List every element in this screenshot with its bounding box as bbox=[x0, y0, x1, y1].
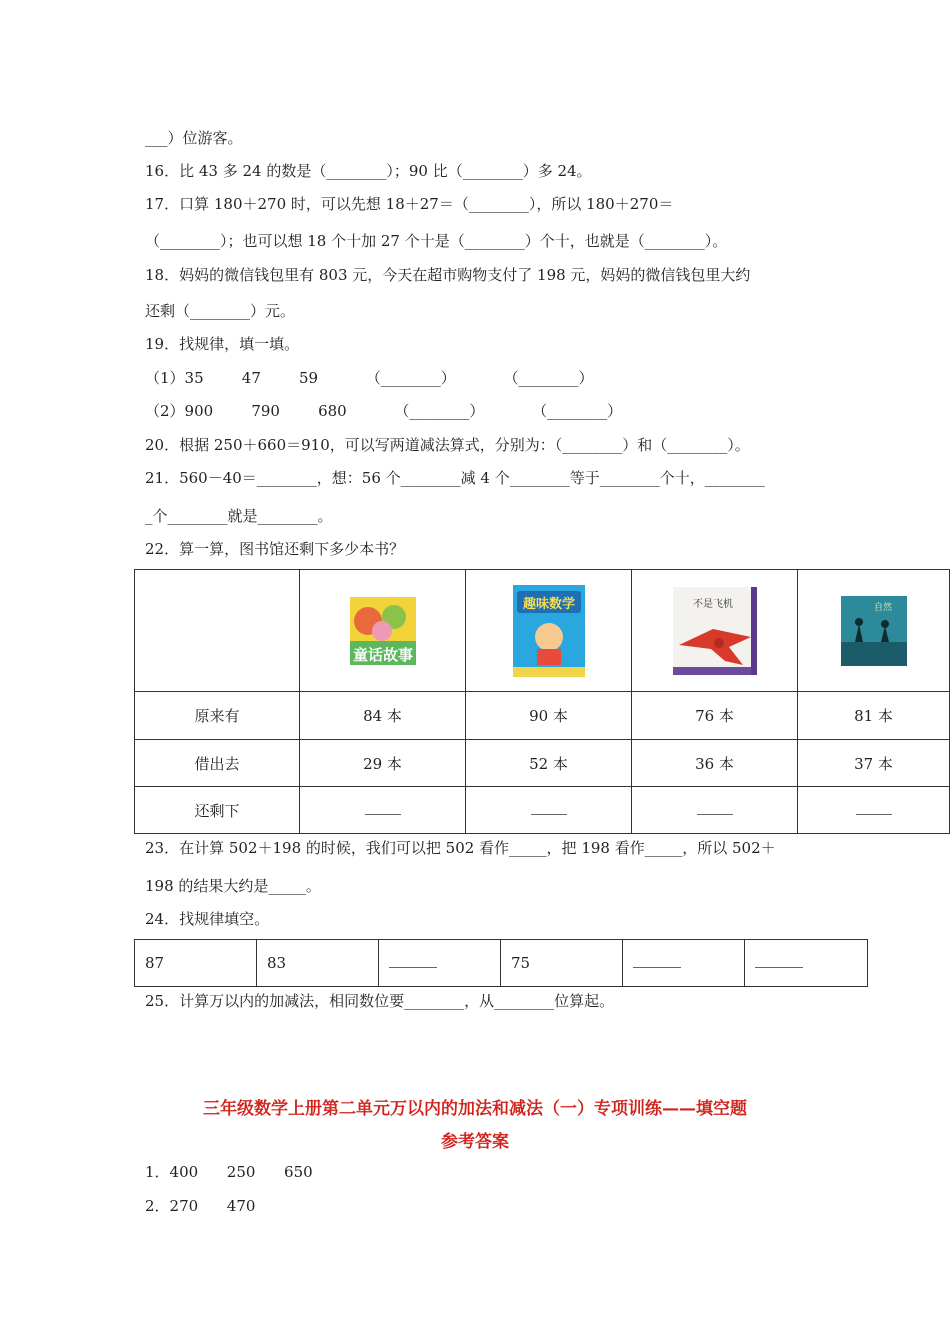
sequence-blank-cell bbox=[379, 940, 501, 987]
row-label: 原来有 bbox=[135, 692, 300, 740]
question-19-part1: （1）35 47 59 （________） （________） bbox=[145, 369, 594, 387]
question-17-line1: 17．口算 180＋270 时，可以先想 18＋27＝（________），所以 180＋270＝ bbox=[145, 195, 674, 213]
table-cell: 84 本 bbox=[300, 692, 466, 740]
question-22: 22．算一算，图书馆还剩下多少本书？ bbox=[145, 540, 405, 558]
sequence-cell: 87 bbox=[135, 940, 257, 987]
answer-blank-cell bbox=[300, 787, 466, 834]
table-cell: 36 本 bbox=[632, 740, 798, 787]
books-row-remaining bbox=[135, 787, 950, 834]
answer-blank bbox=[697, 804, 733, 815]
sequence-table bbox=[134, 939, 868, 987]
table-cell: 52 本 bbox=[466, 740, 632, 787]
line-15-continued: ___）位游客。 bbox=[145, 129, 243, 147]
question-19: 19．找规律，填一填。 bbox=[145, 335, 300, 353]
table-cell: 29 本 bbox=[300, 740, 466, 787]
answer-blank-cell bbox=[632, 787, 798, 834]
nature-book-cover-icon bbox=[841, 596, 907, 666]
answer-blank-cell bbox=[798, 787, 950, 834]
question-23-line2: 198 的结果大约是_____。 bbox=[145, 877, 321, 895]
answer-blank bbox=[856, 804, 892, 815]
answer-blank bbox=[531, 804, 567, 815]
answer-2: 2．270 470 bbox=[145, 1197, 256, 1215]
question-19-part2: （2）900 790 680 （________） （________） bbox=[145, 402, 623, 420]
answer-blank-cell bbox=[466, 787, 632, 834]
book-cover-cell bbox=[300, 570, 466, 692]
question-24: 24．找规律填空。 bbox=[145, 910, 270, 928]
empty-header-cell bbox=[135, 570, 300, 692]
answer-blank bbox=[755, 955, 803, 968]
question-21-line2: _个________就是________。 bbox=[145, 507, 333, 525]
svg-text:趣味数学: 趣味数学 bbox=[522, 596, 575, 612]
answer-blank bbox=[365, 804, 401, 815]
table-cell: 81 本 bbox=[798, 692, 950, 740]
svg-text:自然: 自然 bbox=[873, 602, 892, 613]
sequence-blank-cell bbox=[745, 940, 868, 987]
row-label: 还剩下 bbox=[135, 787, 300, 834]
books-cover-row bbox=[135, 570, 950, 692]
books-row-lent bbox=[135, 740, 950, 787]
question-17-line2: （________）；也可以想 18 个十加 27 个十是（________）个十，也就是（________）。 bbox=[145, 232, 728, 250]
svg-text:不是飞机: 不是飞机 bbox=[692, 598, 733, 610]
table-cell: 76 本 bbox=[632, 692, 798, 740]
table-cell: 37 本 bbox=[798, 740, 950, 787]
books-row-original bbox=[135, 692, 950, 740]
table-cell: 90 本 bbox=[466, 692, 632, 740]
question-16: 16．比 43 多 24 的数是（________）；90 比（________）多 24。 bbox=[145, 162, 592, 180]
question-21-line1: 21．560－40＝________，想：56 个________减 4 个________等于________个十，________ bbox=[145, 469, 765, 487]
answer-subtitle: 参考答案 bbox=[441, 1132, 509, 1152]
question-25: 25．计算万以内的加减法，相同数位要________，从________位算起。 bbox=[145, 992, 615, 1010]
question-20: 20．根据 250＋660＝910，可以写两道减法算式，分别为：（________）和（________）。 bbox=[145, 436, 750, 454]
question-18-line1: 18．妈妈的微信钱包里有 803 元，今天在超市购物支付了 198 元，妈妈的微信钱包里大约 bbox=[145, 266, 751, 284]
row-label: 借出去 bbox=[135, 740, 300, 787]
answer-blank bbox=[389, 955, 437, 968]
answer-1: 1．400 250 650 bbox=[145, 1163, 313, 1181]
books-table bbox=[134, 569, 950, 834]
book-cover-cell bbox=[632, 570, 798, 692]
fun-math-book-cover-icon bbox=[513, 585, 585, 677]
sequence-cell: 83 bbox=[257, 940, 379, 987]
sequence-cell: 75 bbox=[501, 940, 623, 987]
book-cover-cell bbox=[466, 570, 632, 692]
answer-title: 三年级数学上册第二单元万以内的加法和减法（一）专项训练——填空题 bbox=[203, 1099, 747, 1119]
svg-text:童话故事: 童话故事 bbox=[352, 645, 413, 664]
book-cover-cell bbox=[798, 570, 950, 692]
question-23-line1: 23．在计算 502＋198 的时候，我们可以把 502 看作_____，把 198 看作_____，所以 502＋ bbox=[145, 839, 776, 857]
answer-blank bbox=[633, 955, 681, 968]
fairy-tale-book-cover-icon bbox=[350, 597, 416, 665]
question-18-line2: 还剩（________）元。 bbox=[145, 302, 296, 320]
airplane-book-cover-icon bbox=[673, 587, 757, 675]
sequence-blank-cell bbox=[623, 940, 745, 987]
